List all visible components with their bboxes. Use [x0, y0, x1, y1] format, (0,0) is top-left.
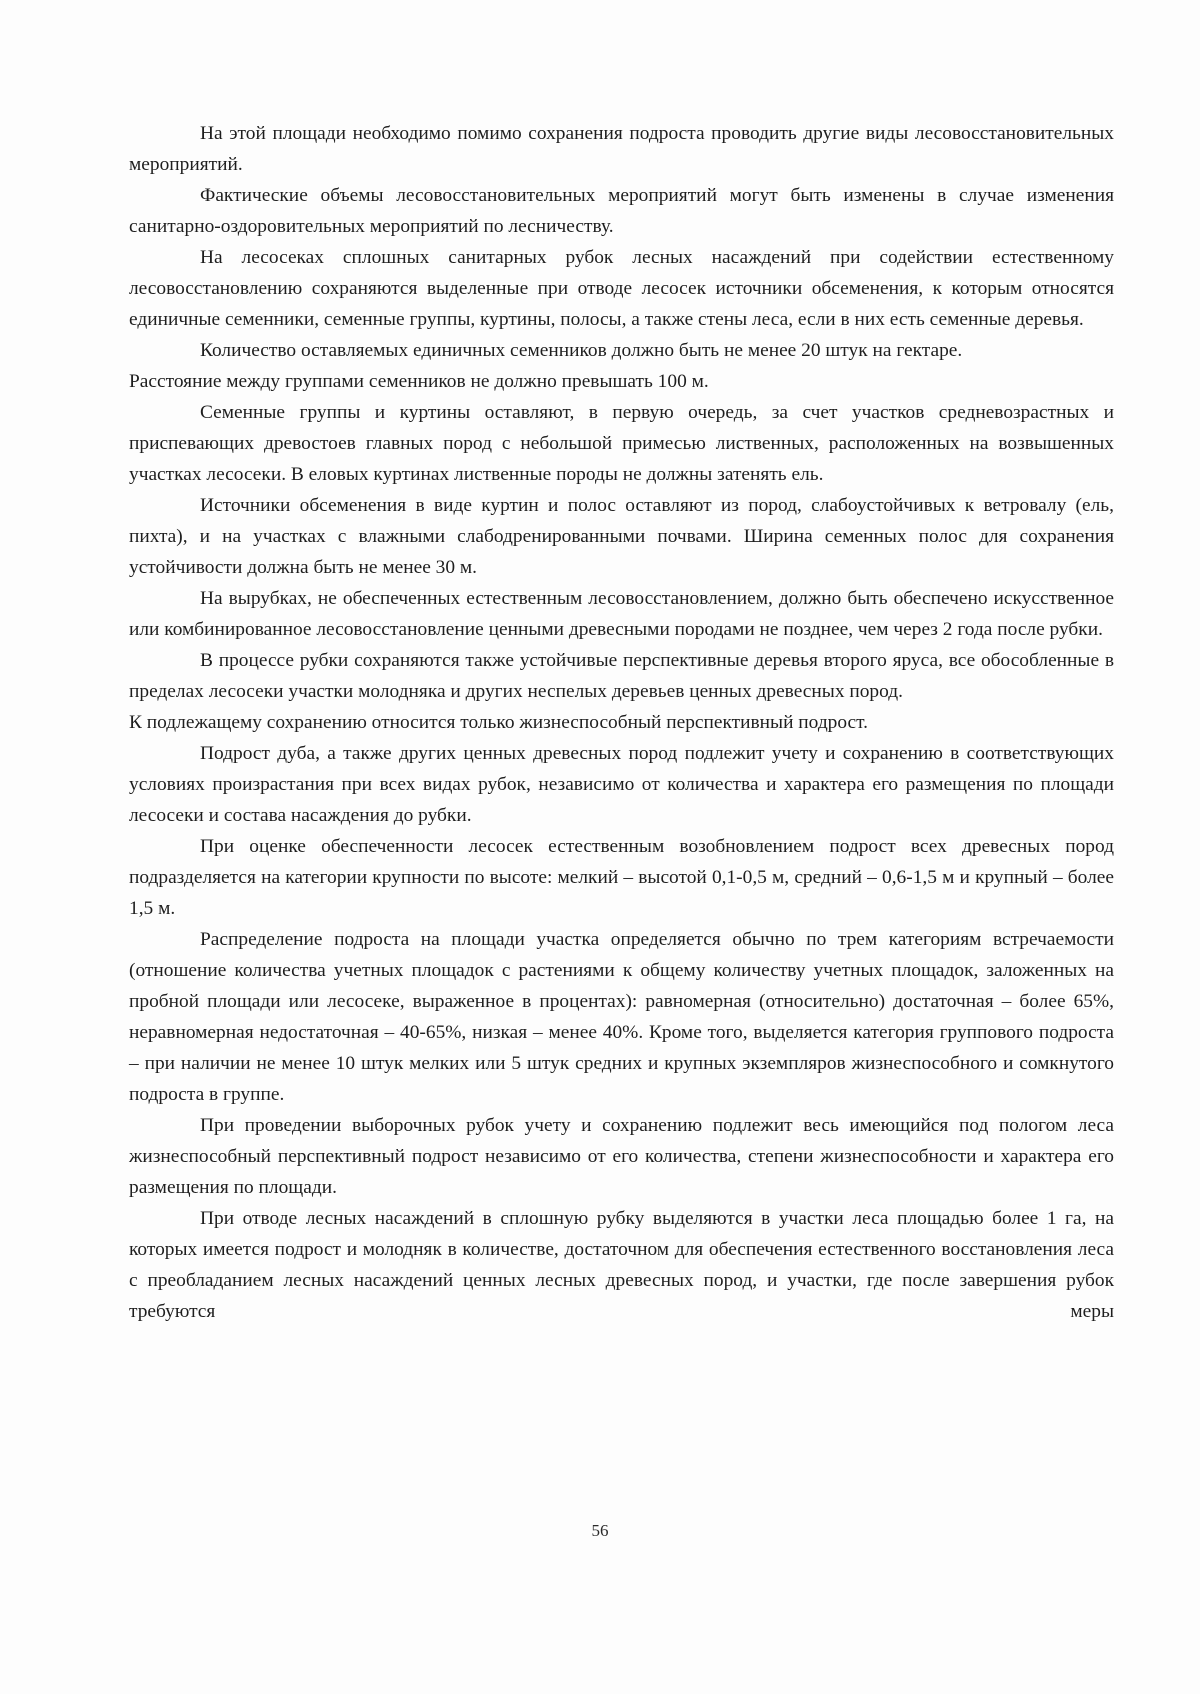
- paragraph: На этой площади необходимо помимо сохранения подроста проводить другие виды лесовосстановительных мероприятий.: [129, 123, 1114, 175]
- paragraph: При отводе лесных насаждений в сплошную рубку выделяются в участки леса площадью более 1 га, на которых имеется подрост и молодняк в количестве, достаточном для обеспечения естественного восстановления леса с преобладанием лесных насаждений ценных лесных древесных пород, и участки, где после завершения рубок требуются меры: [129, 1208, 1114, 1322]
- paragraph: В процессе рубки сохраняются также устойчивые перспективные деревья второго яруса, все обособленные в пределах лесосеки участки молодняка и других неспелых деревьев ценных древесных пород.: [129, 650, 1114, 702]
- paragraph: К подлежащему сохранению относится только жизнеспособный перспективный подрост.: [129, 712, 869, 733]
- paragraph: На лесосеках сплошных санитарных рубок лесных насаждений при содействии естественному лесовосстановлению сохраняются выделенные при отводе лесосек источники обсеменения, к которым относятся единичные семенники, семенные группы, куртины, полосы, а также стены леса, если в них есть семенные деревья.: [129, 247, 1114, 330]
- body-text: [129, 118, 1114, 1327]
- paragraph: На вырубках, не обеспеченных естественным лесовосстановлением, должно быть обеспечено искусственное или комбинированное лесовосстановление ценными древесными породами не позднее, чем через 2 года после рубки.: [129, 588, 1114, 640]
- page-number: 56: [591, 1521, 609, 1540]
- paragraph: Семенные группы и куртины оставляют, в первую очередь, за счет участков средневозрастных и приспевающих древостоев главных пород с небольшой примесью лиственных, расположенных на возвышенных участках лесосеки. В еловых куртинах лиственные породы не должны затенять ель.: [129, 402, 1114, 485]
- paragraph: Распределение подроста на площади участка определяется обычно по трем категориям встречаемости (отношение количества учетных площадок с растениями к общему количеству учетных площадок, заложенных на пробной площади или лесосеке, выраженное в процентах): равномерная (относительно) достаточная – более 65%, неравномерная недостаточная – 40-65%, низкая – менее 40%. Кроме того, выделяется категория группового подроста – при наличии не менее 10 штук мелких или 5 штук средних и крупных экземпляров жизнеспособного и сомкнутого подроста в группе.: [129, 929, 1114, 1105]
- paragraph: Количество оставляемых единичных семенников должно быть не менее 20 штук на гектаре.: [200, 340, 963, 361]
- paragraph: Источники обсеменения в виде куртин и полос оставляют из пород, слабоустойчивых к ветровалу (ель, пихта), и на участках с влажными слабодренированными почвами. Ширина семенных полос для сохранения устойчивости должна быть не менее 30 м.: [129, 495, 1114, 578]
- paragraph: Фактические объемы лесовосстановительных мероприятий могут быть изменены в случае изменения санитарно-оздоровительных мероприятий по лесничеству.: [129, 185, 1114, 237]
- paragraph: При оценке обеспеченности лесосек естественным возобновлением подрост всех древесных пород подразделяется на категории крупности по высоте: мелкий – высотой 0,1-0,5 м, средний – 0,6-1,5 м и крупный – более 1,5 м.: [129, 836, 1114, 919]
- paragraph: Подрост дуба, а также других ценных древесных пород подлежит учету и сохранению в соответствующих условиях произрастания при всех видах рубок, независимо от количества и характера его размещения по площади лесосеки и состава насаждения до рубки.: [129, 743, 1114, 826]
- paragraph: При проведении выборочных рубок учету и сохранению подлежит весь имеющийся под пологом леса жизнеспособный перспективный подрост независимо от его количества, степени жизнеспособности и характера его размещения по площади.: [129, 1115, 1114, 1198]
- paragraph: Расстояние между группами семенников не должно превышать 100 м.: [129, 371, 709, 392]
